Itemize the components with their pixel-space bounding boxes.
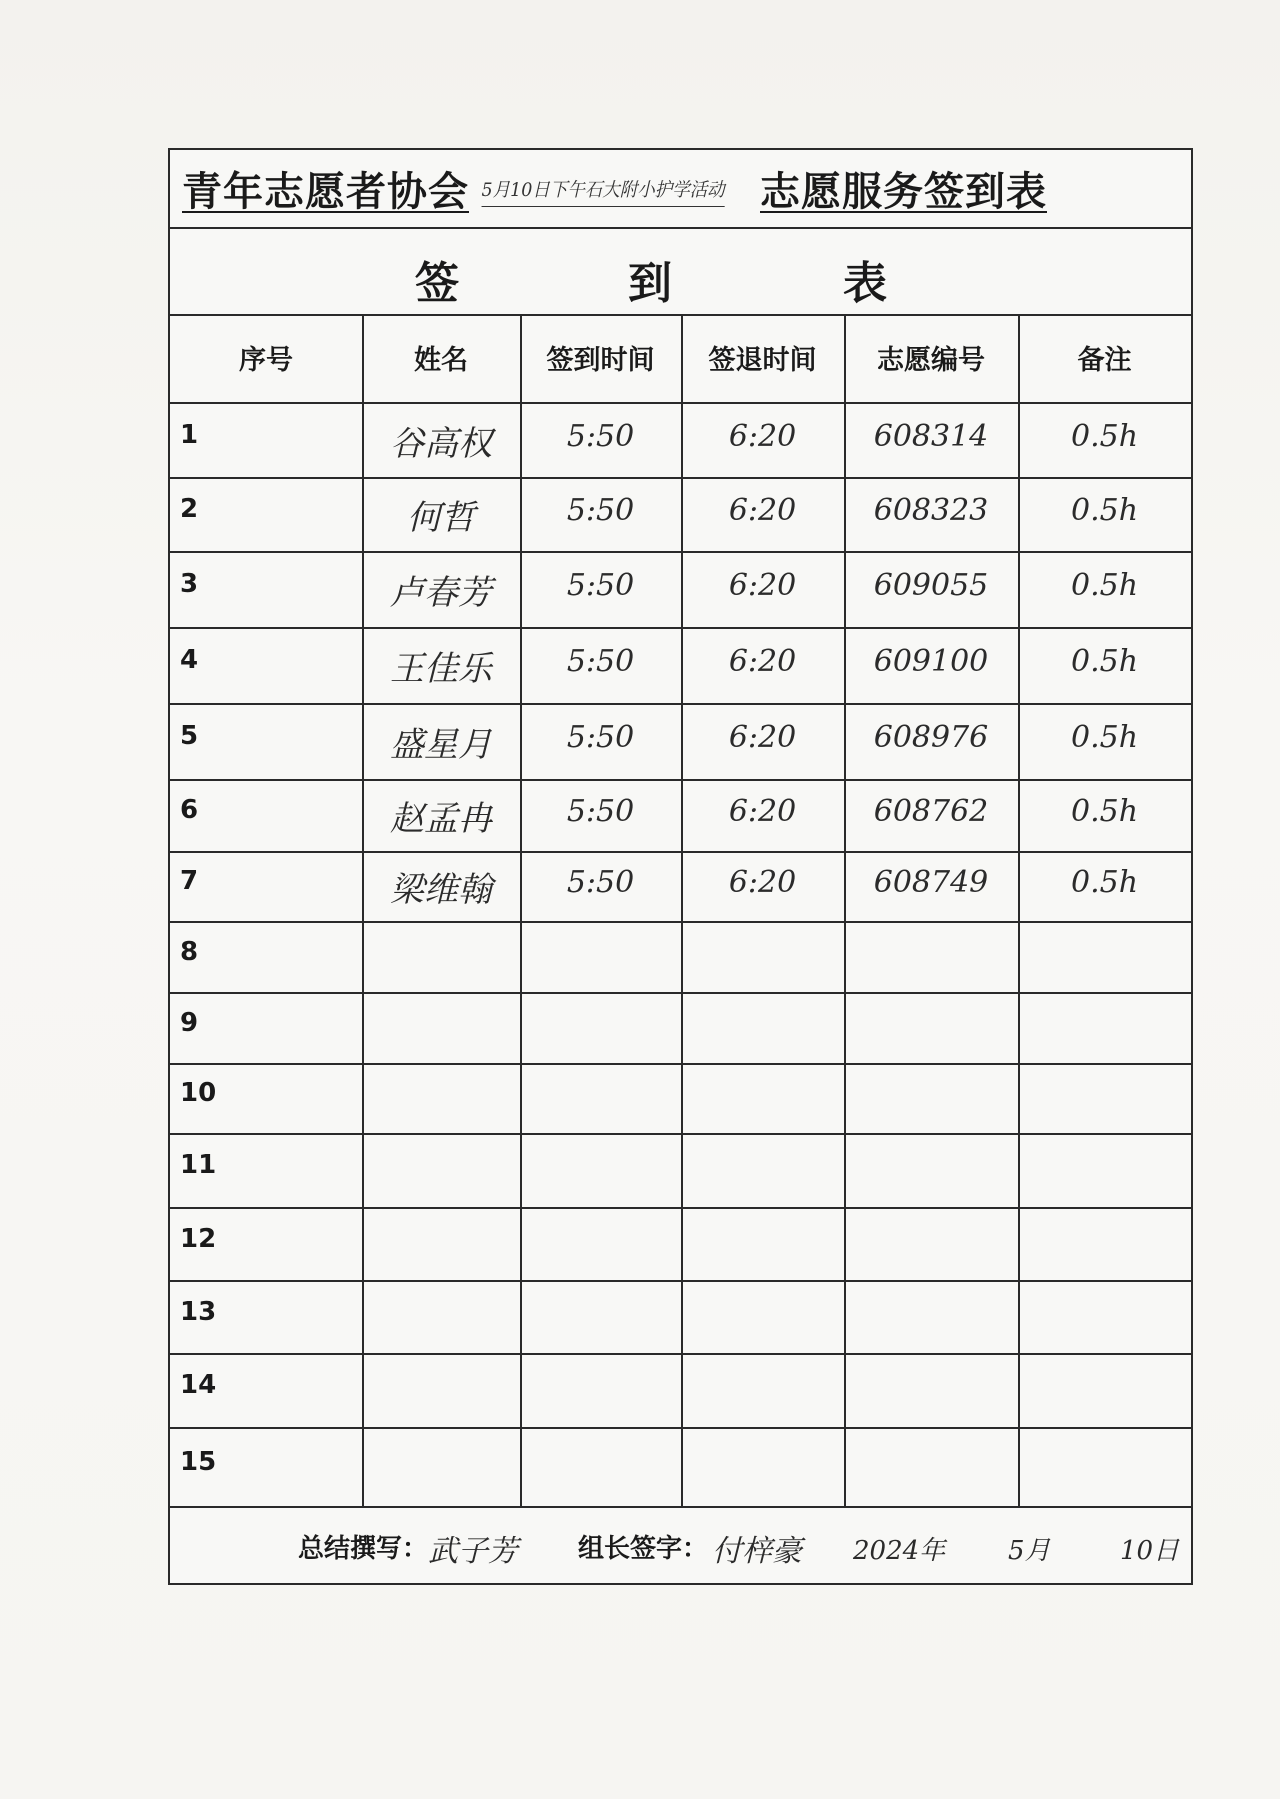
row-divider <box>170 402 1191 404</box>
row-divider <box>170 1063 1191 1065</box>
row-number: 3 <box>180 569 199 599</box>
sign-in-time: 5:50 <box>566 418 635 454</box>
volunteer-id: 608976 <box>873 720 989 755</box>
sign-in-form <box>168 148 1193 1585</box>
row-number: 1 <box>180 419 199 450</box>
sign-in-time-header: 签到时间 <box>546 345 655 376</box>
row-number: 7 <box>180 866 199 896</box>
row-number: 2 <box>180 494 199 524</box>
leader-signature: 付梓豪 <box>712 1534 802 1569</box>
row-divider <box>170 992 1191 994</box>
row-divider <box>170 1353 1191 1355</box>
row-divider <box>170 1133 1191 1135</box>
date-month: 5月 <box>1008 1536 1051 1566</box>
note-hours: 0.5h <box>1070 493 1139 528</box>
note-hours: 0.5h <box>1070 720 1139 755</box>
row-divider <box>170 1207 1191 1209</box>
sign-in-time: 5:50 <box>566 865 635 900</box>
row-divider <box>170 851 1191 853</box>
subtitle-char: 表 <box>843 258 887 309</box>
sign-in-time: 5:50 <box>566 720 635 755</box>
summary-writer-signature: 武子芳 <box>428 1534 518 1569</box>
note-hours: 0.5h <box>1070 418 1139 454</box>
name-signature: 何哲 <box>407 498 475 539</box>
note-hours: 0.5h <box>1070 644 1139 679</box>
summary-label: 总结撰写： <box>298 1534 429 1564</box>
sign-out-time: 6:20 <box>728 568 797 603</box>
note-hours: 0.5h <box>1070 865 1139 900</box>
form-title <box>170 150 1191 229</box>
note-hours: 0.5h <box>1070 794 1139 829</box>
volunteer-id: 608314 <box>873 418 989 454</box>
row-divider <box>170 921 1191 923</box>
row-number: 5 <box>180 721 199 751</box>
sign-out-time: 6:20 <box>728 644 797 679</box>
volunteer-id: 608762 <box>873 794 989 829</box>
row-number: 12 <box>180 1223 217 1254</box>
row-number: 6 <box>180 795 199 825</box>
name-signature: 卢春芳 <box>390 573 492 614</box>
volunteer-id: 609100 <box>873 644 989 679</box>
sign-out-time: 6:20 <box>728 493 797 528</box>
row-number: 10 <box>180 1078 217 1108</box>
form-subtitle <box>170 229 1191 316</box>
title-prefix: 青年志愿者协会 <box>182 169 469 215</box>
sign-in-time: 5:50 <box>566 794 635 829</box>
row-number: 13 <box>180 1296 217 1327</box>
row-number: 11 <box>180 1150 217 1180</box>
sign-out-time: 6:20 <box>728 720 797 755</box>
name-header: 姓名 <box>414 345 468 376</box>
sign-in-time: 5:50 <box>566 644 635 679</box>
row-number: 15 <box>180 1446 217 1477</box>
volunteer-id: 608323 <box>873 493 989 528</box>
name-signature: 王佳乐 <box>390 649 492 690</box>
row-number: 14 <box>180 1370 217 1400</box>
form-footer <box>170 1508 1191 1585</box>
title-activity-handwritten: 5月10日下午石大附小护学活动 <box>481 179 725 201</box>
row-divider <box>170 703 1191 705</box>
volunteer-id-header: 志愿编号 <box>877 345 985 376</box>
leader-label: 组长签字： <box>578 1534 709 1564</box>
row-number: 9 <box>180 1007 199 1038</box>
volunteer-id: 608749 <box>873 865 989 900</box>
sign-out-time: 6:20 <box>728 418 797 454</box>
subtitle-char: 到 <box>628 258 672 309</box>
name-signature: 赵孟冉 <box>390 799 492 840</box>
row-divider <box>170 551 1191 553</box>
row-divider <box>170 1506 1191 1508</box>
name-signature: 盛星月 <box>390 725 492 766</box>
volunteer-id: 609055 <box>873 568 989 603</box>
sign-in-time: 5:50 <box>566 568 635 603</box>
note-hours: 0.5h <box>1070 568 1139 603</box>
row-divider <box>170 477 1191 479</box>
date-year: 2024年 <box>853 1536 946 1566</box>
date-day: 10日 <box>1120 1536 1180 1566</box>
note-header: 备注 <box>1077 345 1132 376</box>
row-divider <box>170 627 1191 629</box>
row-number: 4 <box>180 645 199 675</box>
subtitle-char: 签 <box>415 258 459 309</box>
row-divider <box>170 779 1191 781</box>
sign-in-time: 5:50 <box>566 493 635 528</box>
row-divider <box>170 1280 1191 1282</box>
row-number: 8 <box>180 936 199 967</box>
row-divider <box>170 1427 1191 1429</box>
sign-out-time: 6:20 <box>728 794 797 829</box>
name-signature: 梁维翰 <box>390 870 492 911</box>
title-suffix: 志愿服务签到表 <box>760 169 1047 215</box>
no-header: 序号 <box>239 345 293 376</box>
name-signature: 谷高权 <box>390 423 492 464</box>
sign-out-time-header: 签退时间 <box>708 345 817 376</box>
sign-out-time: 6:20 <box>728 865 797 900</box>
